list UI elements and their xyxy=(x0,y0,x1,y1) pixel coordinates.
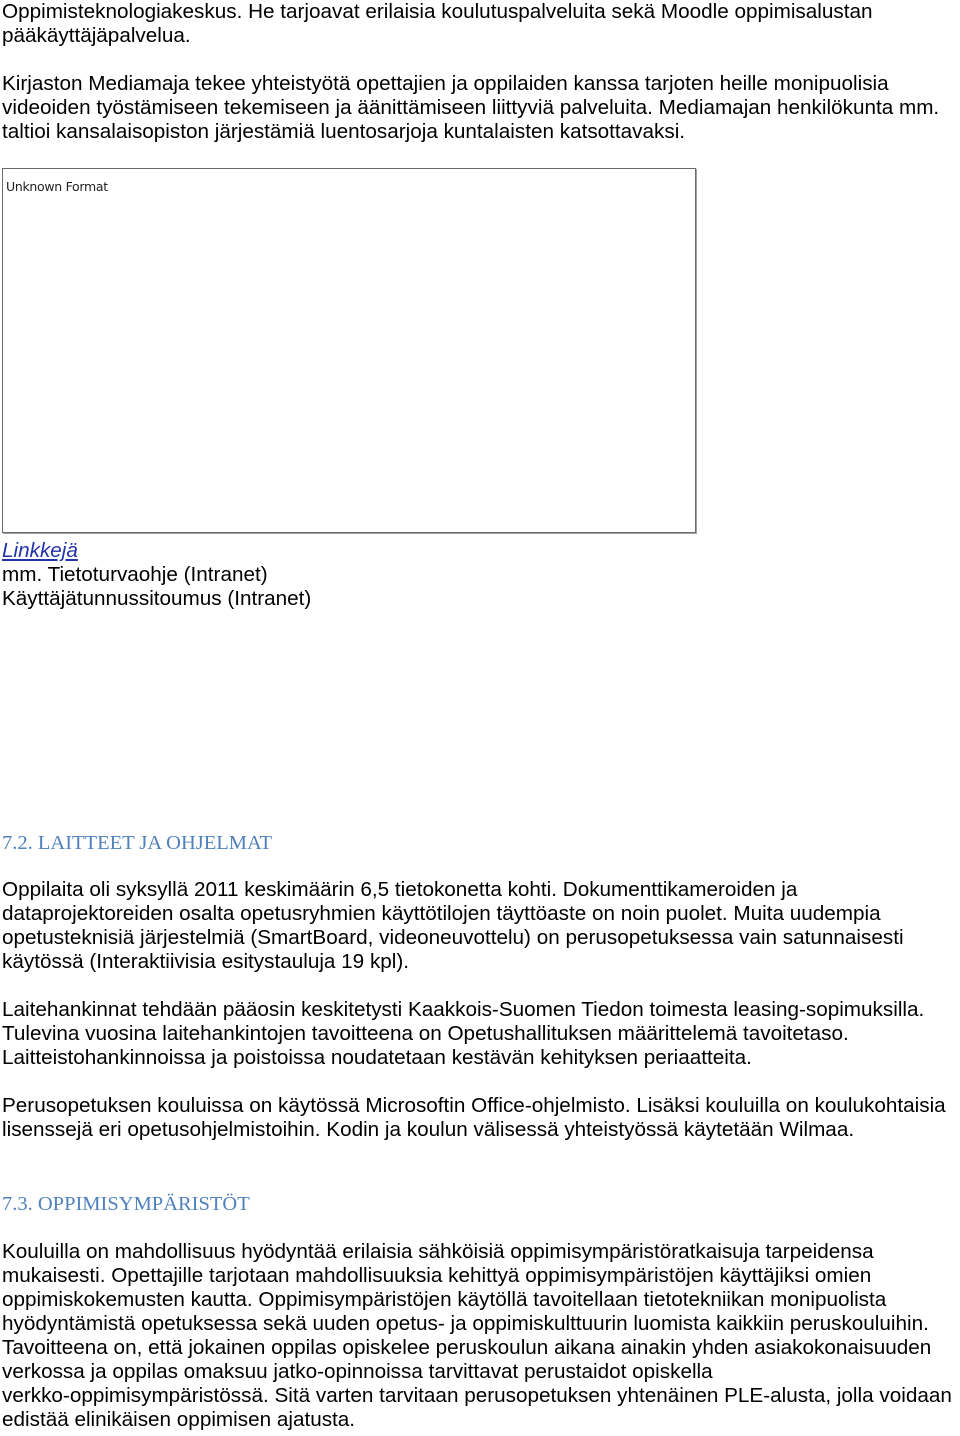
paragraph-line: verkko-oppimisympäristössä. Sitä varten tarvitaan perusopetuksen yhtenäinen PLE-alusta, jolla voidaan xyxy=(2,1384,952,1407)
links-title-link[interactable]: Linkkejä xyxy=(2,539,78,562)
paragraph-line: käytössä (Interaktiivisia esitystauluja 19 kpl). xyxy=(2,950,410,973)
paragraph-line: hyödyntämistä opetuksessa sekä uuden opetus- ja oppimiskulttuurin luomista kaikkiin peruskouluihin. xyxy=(2,1312,929,1335)
paragraph-line: Oppimisteknologiakeskus. He tarjoavat erilaisia koulutuspalveluita sekä Moodle oppimisalustan xyxy=(2,0,873,23)
link-list-item: Käyttäjätunnussitoumus (Intranet) xyxy=(2,587,312,610)
paragraph-line: Kirjaston Mediamaja tekee yhteistyötä opettajien ja oppilaiden kanssa tarjoten heille monipuolisia xyxy=(2,72,889,95)
paragraph-line: dataprojektoreiden osalta opetusryhmien käyttötilojen täyttöaste on noin puolet. Muita uudempia xyxy=(2,902,881,925)
paragraph-line: Laitteistohankinnoissa ja poistoissa noudatetaan kestävän kehityksen periaatteita. xyxy=(2,1046,752,1069)
intro-paragraph xyxy=(2,0,872,48)
paragraph-line: edistää elinikäisen oppimisen ajatusta. xyxy=(2,1408,356,1431)
paragraph-line: lisenssejä eri opetusohjelmistoihin. Kodin ja koulun välisessä yhteistyössä käytetään Wilmaa. xyxy=(2,1118,855,1141)
paragraph-line: Oppilaita oli syksyllä 2011 keskimäärin 6,5 tietokonetta kohti. Dokumenttikameroiden ja xyxy=(2,878,798,901)
section-heading: 7.2. LAITTEET JA OHJELMAT xyxy=(2,832,273,854)
section-7-2-heading-block xyxy=(2,831,272,855)
paragraph-line: Tulevina vuosina laitehankintojen tavoitteena on Opetushallituksen määrittelemä tavoitetaso. xyxy=(2,1022,849,1045)
paragraph-line: Laitehankinnat tehdään pääosin keskitetysti Kaakkois-Suomen Tiedon toimesta leasing-sopimuksilla. xyxy=(2,998,925,1021)
link-list-item: mm. Tietoturvaohje (Intranet) xyxy=(2,563,268,586)
section-7-2-paragraph-2 xyxy=(2,998,924,1070)
paragraph-line: Tavoitteena on, että jokainen oppilas opiskelee peruskoulun aikana ainakin yhden asiakokonaisuuden xyxy=(2,1336,932,1359)
paragraph-line: Perusopetuksen kouluissa on käytössä Microsoftin Office-ohjelmisto. Lisäksi kouluilla on koulukohtaisia xyxy=(2,1094,946,1117)
paragraph-line: oppimiskokemusten kautta. Oppimisympäristöjen käytöllä tavoitellaan tietotekniikan monipuolista xyxy=(2,1288,887,1311)
paragraph-line: taltioi kansalaisopiston järjestämiä luentosarjoja kuntalaisten katsottavaksi. xyxy=(2,120,686,143)
paragraph-line: verkossa ja oppilas omaksuu jatko-opinnoissa tarvittavat perustaidot opiskella xyxy=(2,1360,713,1383)
paragraph-line: mukaisesti. Opettajille tarjotaan mahdollisuuksia kehittyä oppimisympäristöjen käyttäjiksi omien xyxy=(2,1264,872,1287)
section-7-2-paragraph-1 xyxy=(2,878,904,974)
unknown-format-label: Unknown Format xyxy=(6,179,108,194)
mediamaja-paragraph xyxy=(2,72,939,144)
paragraph-line: Kouluilla on mahdollisuus hyödyntää erilaisia sähköisiä oppimisympäristöratkaisuja tarpeidensa xyxy=(2,1240,874,1263)
section-heading: 7.3. OPPIMISYMPÄRISTÖT xyxy=(2,1193,250,1215)
section-7-3-paragraph-1 xyxy=(2,1240,952,1432)
section-7-2-paragraph-3 xyxy=(2,1094,946,1142)
paragraph-line: videoiden työstämiseen tekemiseen ja äänittämiseen liittyviä palveluita. Mediamajan henkilökunta mm. xyxy=(2,96,940,119)
section-7-3-heading-block xyxy=(2,1192,250,1216)
paragraph-line: pääkäyttäjäpalvelua. xyxy=(2,24,191,47)
links-section xyxy=(2,539,311,611)
embedded-image-placeholder xyxy=(2,168,696,533)
paragraph-line: opetusteknisiä järjestelmiä (SmartBoard, videoneuvottelu) on perusopetuksessa vain satunnaisesti xyxy=(2,926,904,949)
